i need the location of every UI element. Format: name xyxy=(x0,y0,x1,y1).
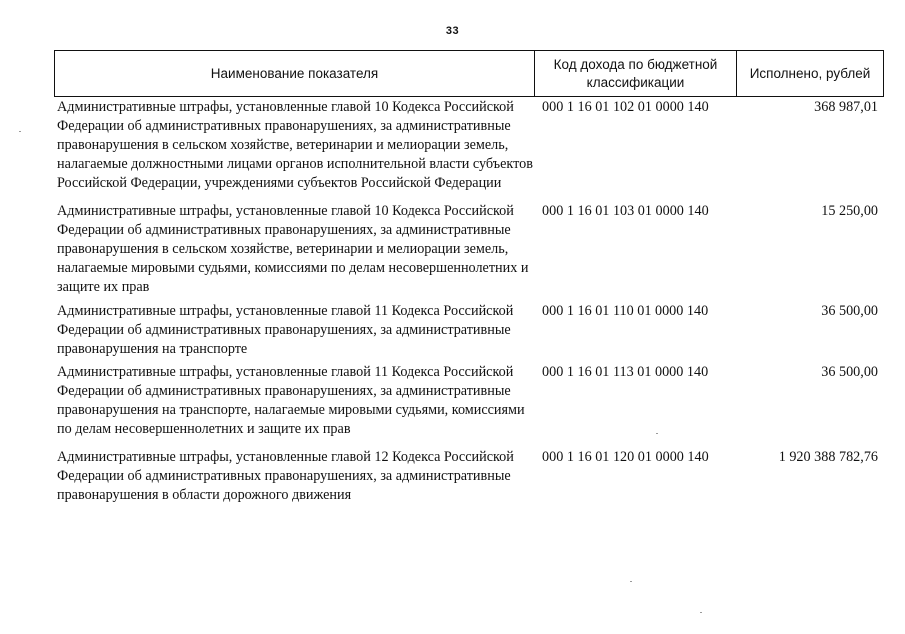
row-indicator-name: Административные штрафы, установленные главой 10 Кодекса Российской Федерации об административных правонарушениях, за административные правонарушения в сельском хозяйстве, ветеринарии и мелиорации земель, налагаемые должностными лицами органов исполнительной власти субъектов Российской Федерации, учреждениями субъектов Российской Федерации xyxy=(57,99,533,191)
row-indicator-name: Административные штрафы, установленные главой 11 Кодекса Российской Федерации об административных правонарушениях, за административные правонарушения на транспорте, налагаемые мировыми судьями, комиссиями по делам несовершеннолетних и защите их прав xyxy=(57,364,525,437)
row-amount: 36 500,00 xyxy=(821,303,878,319)
row-revenue-code: 000 1 16 01 102 01 0000 140 xyxy=(542,99,709,115)
table-row xyxy=(54,202,884,297)
row-amount: 15 250,00 xyxy=(821,203,878,219)
header-revenue-code: Код дохода по бюджетной классификации xyxy=(535,51,737,96)
scan-speck xyxy=(700,612,702,613)
table-header xyxy=(54,50,884,97)
header-amount-executed: Исполнено, рублей xyxy=(749,65,871,81)
row-amount: 36 500,00 xyxy=(821,364,878,380)
row-revenue-code: 000 1 16 01 120 01 0000 140 xyxy=(542,449,709,465)
table-row xyxy=(54,302,884,359)
scan-speck xyxy=(630,581,632,582)
page-number: 33 xyxy=(445,25,460,37)
scan-speck xyxy=(656,433,658,434)
table-row xyxy=(54,98,884,193)
row-revenue-code: 000 1 16 01 103 01 0000 140 xyxy=(542,203,709,219)
row-revenue-code: 000 1 16 01 110 01 0000 140 xyxy=(542,303,709,319)
table-row xyxy=(54,448,884,505)
row-indicator-name: Административные штрафы, установленные главой 10 Кодекса Российской Федерации об административных правонарушениях, за административные правонарушения в сельском хозяйстве, ветеринарии и мелиорации земель, налагаемые мировыми судьями, комиссиями по делам несовершеннолетних и защите их прав xyxy=(57,203,529,295)
row-revenue-code: 000 1 16 01 113 01 0000 140 xyxy=(542,364,709,380)
table-row xyxy=(54,363,884,439)
row-amount: 1 920 388 782,76 xyxy=(778,449,878,465)
row-indicator-name: Административные штрафы, установленные главой 12 Кодекса Российской Федерации об административных правонарушениях, за административные правонарушения в области дорожного движения xyxy=(57,449,514,503)
row-amount: 368 987,01 xyxy=(814,99,878,115)
row-indicator-name: Административные штрафы, установленные главой 11 Кодекса Российской Федерации об административных правонарушениях, за административные правонарушения на транспорте xyxy=(57,303,514,357)
scan-speck xyxy=(19,131,21,132)
revenue-table xyxy=(54,50,884,505)
header-indicator-name: Наименование показателя xyxy=(55,51,535,96)
